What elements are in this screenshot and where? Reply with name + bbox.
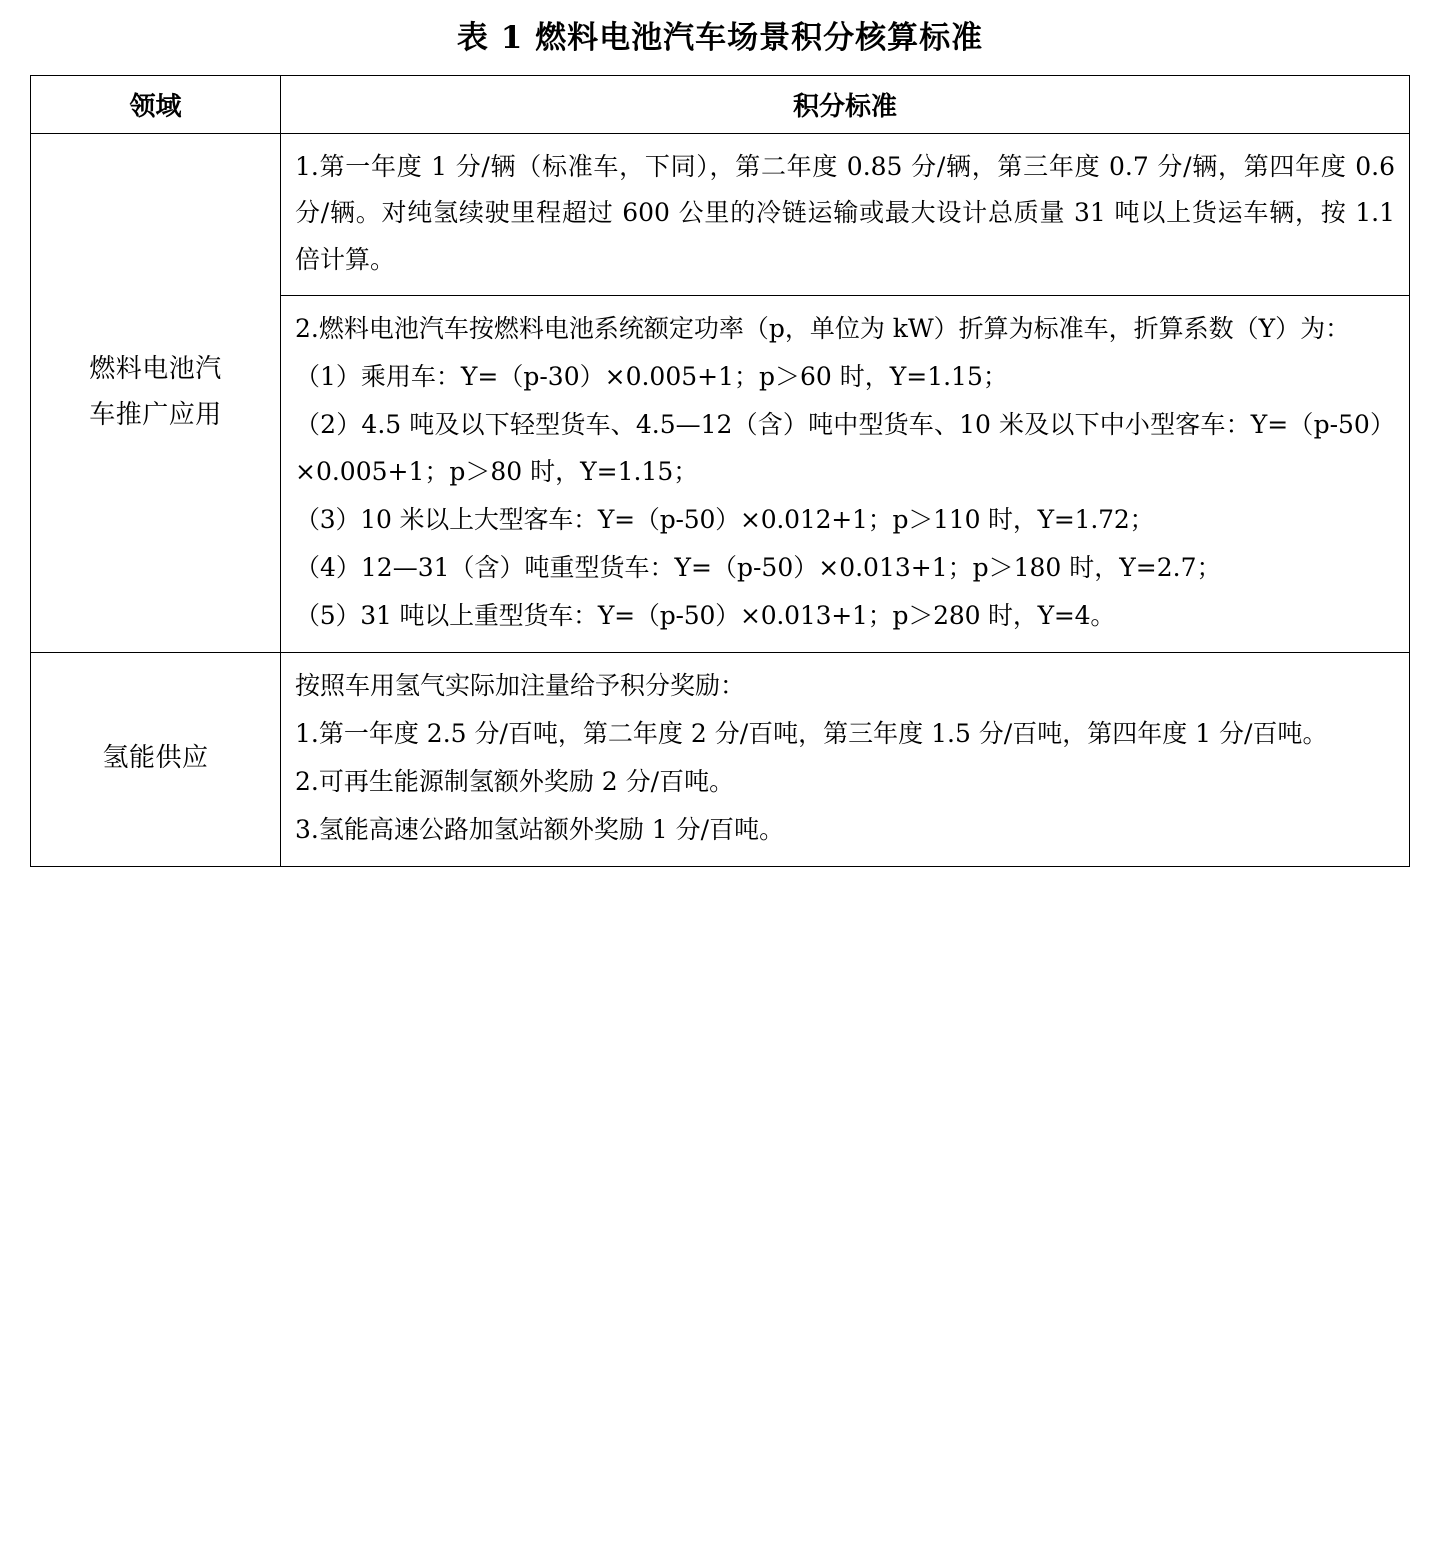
- content-paragraph: 2.燃料电池汽车按燃料电池系统额定功率（p，单位为 kW）折算为标准车，折算系数（Y）为：: [295, 313, 1351, 343]
- domain-label-line: 氢能供应: [102, 743, 209, 774]
- content-paragraph: 2.可再生能源制氢额外奖励 2 分/百吨。: [295, 767, 735, 796]
- content-cell-fuel-cell-item2: [281, 295, 1410, 652]
- content-cell-hydrogen-supply: [281, 652, 1410, 866]
- domain-cell-fuel-cell-vehicle: [31, 134, 281, 653]
- domain-label-line: 车推广应用: [89, 399, 222, 430]
- content-paragraph: 按照车用氢气实际加注量给予积分奖励：: [295, 670, 746, 700]
- content-cell-fuel-cell-item1: [281, 134, 1410, 296]
- table-row: [31, 134, 1410, 296]
- table-header-row: [31, 76, 1410, 134]
- content-paragraph: （3）10 米以上大型客车：Y=（p-50）×0.012+1；p＞110 时，Y=1.72；: [295, 504, 1155, 534]
- content-paragraph: （4）12—31（含）吨重型货车：Y=（p-50）×0.013+1；p＞180 时，Y=2.7；: [295, 553, 1222, 582]
- content-paragraph: （2）4.5 吨及以下轻型货车、4.5—12（含）吨中型货车、10 米及以下中小型客车：Y=（p-50）×0.005+1；p＞80 时，Y=1.15；: [295, 410, 1395, 486]
- column-header-domain: 领域: [31, 76, 281, 134]
- table-row: [31, 652, 1410, 866]
- column-header-score-standard: 积分标准: [281, 76, 1410, 134]
- content-paragraph: 1.第一年度 2.5 分/百吨，第二年度 2 分/百吨，第三年度 1.5 分/百吨，第四年度 1 分/百吨。: [295, 718, 1328, 748]
- domain-label-line: 燃料电池汽: [89, 354, 222, 385]
- domain-cell-hydrogen-supply: [31, 652, 281, 866]
- score-standard-table: [30, 75, 1410, 867]
- content-paragraph: （1）乘用车：Y=（p-30）×0.005+1；p＞60 时，Y=1.15；: [295, 362, 1008, 391]
- page-title: 表 1 燃料电池汽车场景积分核算标准: [456, 20, 984, 56]
- content-paragraph: （5）31 吨以上重型货车：Y=（p-50）×0.013+1；p＞280 时，Y=4。: [295, 601, 1116, 631]
- content-paragraph: 1.第一年度 1 分/辆（标准车，下同），第二年度 0.85 分/辆，第三年度 0.7 分/辆，第四年度 0.6 分/辆。对纯氢续驶里程超过 600 公里的冷链运输或最大设计总质量 31 吨以上货运车辆，按 1.1 倍计算。: [295, 152, 1395, 274]
- content-paragraph: 3.氢能高速公路加氢站额外奖励 1 分/百吨。: [295, 815, 785, 845]
